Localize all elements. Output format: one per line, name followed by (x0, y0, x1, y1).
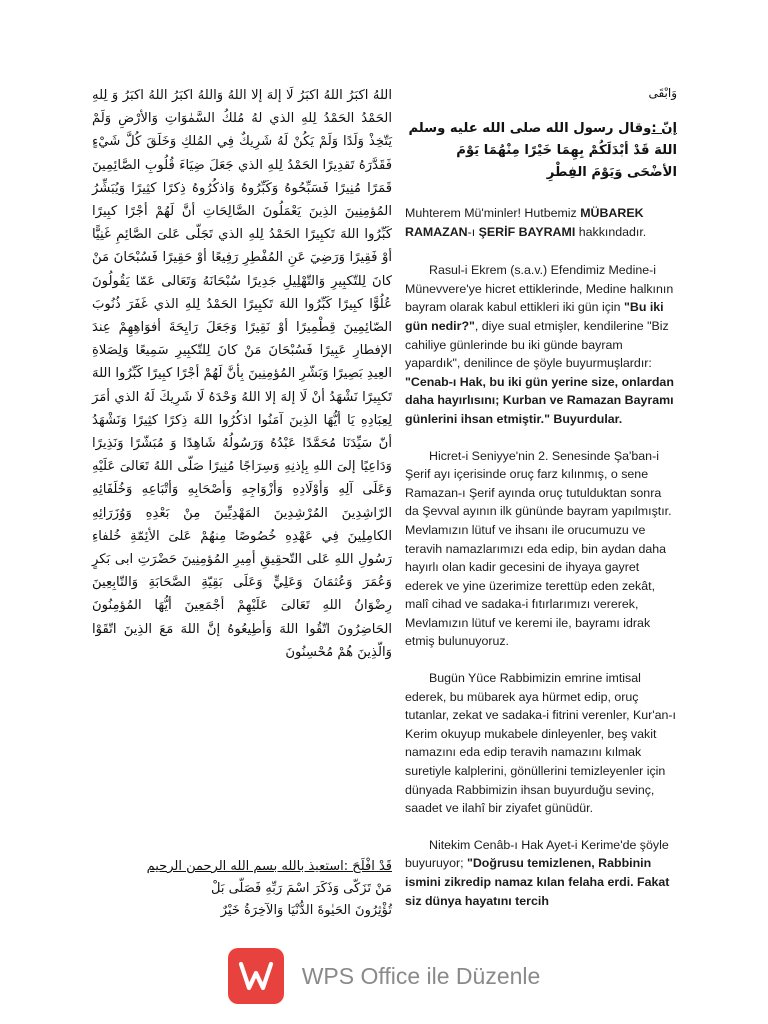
intro-text-mid: -ı (467, 224, 479, 239)
arabic-top-line: وَابْقَى (648, 86, 677, 100)
ayah-line: مَنْ تَزَكّى وَذَكَرَ اسْمَ رَبِّهِ فَصَلّى بَلْ (210, 881, 392, 896)
hadith-body: وقال رسول الله صلى الله عليه وسلم اللهَ قَدْ أبْدَلَكُمْ بِهِمَا خَيْرًا مِنْهُمَا يَوْمَ الأضْحَى وَيَوْمَ الفِطْرِ (408, 121, 677, 180)
intro-paragraph (405, 204, 677, 241)
paragraph-3: Bugün Yüce Rabbimizin emrine imtisal ederek, bu mübarek aya hürmet edip, oruç tutanlar, zekat ve sadaka-i fitrini verenler, Kur'an-ı Kerim okuyup mukabele dinleyenler, beş vakit namazını eda edip teravih namazını kılmak suretiyle kalplerini, gönüllerini temizleyenler için dünyada Rabbimizin ihsan buyurduğu sevinç, saadet ve ilahî bir ziyafet günüdür. (405, 671, 676, 816)
paragraph-1 (405, 261, 677, 428)
hadith-prefix: إنّ : (651, 121, 677, 136)
p1-bold-question: "Bu iki gün nedir?" (405, 300, 664, 333)
p1-bold-hadith: "Cenab-ı Hak, bu iki gün yerine size, onlardan daha hayırlısını; Kurban ve Ramazan Bayramı günlerini ihsan etmiştir." Buyurdular. (405, 374, 674, 426)
p4-bold-ayah: "Doğrusu temizlenen, Rabbinin ismini zikredip namaz kılan felaha erdi. Fakat siz dünya hayatını tercih (405, 856, 670, 908)
ayah-block (92, 856, 392, 922)
intro-text-end: hakkındadır. (575, 224, 647, 239)
arabic-hadith-block (405, 86, 677, 184)
turkish-text (405, 204, 677, 910)
paragraph-2: Hicret-i Seniyye'nin 2. Senesinde Şa'ban-i Şerif ayı içerisinde oruç farz kılınmış, o sene Ramazan-ı Şerif ayında oruç tutulduktan sonra da Şevval ayının ilk gününde bayram yapılmıştır. Mevlamızın lütuf ve ihsanı ile orucumuzu ve teravih namazlarımızı eda edip, bin aydan daha hayırlı olan kadir gecesini de ihyaya gayret ederek ve yine üzerimize terettüp eden zekât, malî cihad ve sadaka-i fıtırlarımızı vererek, Mevlamızın lütuf ve keremi ile, bayramı idrak etmiş bulunuyoruz. (405, 448, 672, 649)
p4-text: Nitekim Cenâb-ı Hak Ayet-i Kerime'de şöyle buyuruyor; (405, 837, 669, 871)
intro-bold-2: ŞERİF BAYRAMI (478, 224, 576, 239)
arabic-khutbah-text (92, 84, 392, 664)
paragraph-4 (405, 836, 677, 910)
p1-text-2: , diye sual etmişler, kendilerine "Biz cahiliye günlerinde bu iki günde bayram yapardık", denilince de şöyle buyurmuşlardır: (405, 318, 669, 371)
hadith-text (405, 118, 677, 184)
ayah-line: قَدْ افْلَحَ :استعيذ بالله بسم الله الرحمن الرحيم (146, 859, 392, 874)
intro-text: Muhterem Mü'minler! Hutbemiz (405, 206, 581, 220)
footer-text: WPS Office ile Düzenle (301, 962, 541, 989)
wps-w-icon (238, 961, 274, 991)
intro-bold: MÜBAREK RAMAZAN (405, 206, 644, 239)
wps-footer-banner[interactable] (0, 948, 768, 1004)
turkish-column (405, 86, 677, 928)
p1-text: Rasul-i Ekrem (s.a.v.) Efendimiz Medine-i Münevvere'ye hicret ettiklerinde, Medine halkının bayram olarak kabul ettikleri iki gün için (405, 263, 674, 315)
wps-logo-icon (228, 948, 284, 1004)
arabic-paragraph: اللهُ اكبَرُ اللهُ اكبَرُ لَا إلهَ إلا اللهُ وَاللهُ اكبَرُ اللهُ اكبَرُ وَ لِلهِ الحَمْدُ الحَمْدُ لِلهِ الذي لهُ مُلكُ السَّمٰوَاتِ وَالأرْضِ وَلَمْ يَتّخِذْ وَلَدًا وَلَمْ يَكُنْ لَهُ شَرِيكٌ فِي المُلكِ وَخَلَقَ كُلَّ شَيْءٍ فَقَدَّرَهُ تَقدِيرًا الحَمْدُ لِلهِ الذي جَعَلَ ضِيَاءَ قُلُوبِ الصَّائِمِينَ قَمَرًا مُنِيرًا فَسَبِّحُوهُ وَكَبِّرُوهُ وَاذكُرُوهُ ذِكرًا كثِيرًا وَيُبَشِّرُ المُؤمِنِينَ الذِينَ يَعْمَلُونَ الصَّالِحَاتِ أنَّ لَهُمْ أجْرًا كبِيرًا كَبِّرُوا اللهَ تَكبِيرًا الحَمْدُ لِلهِ الذي تَجَلّى عَلىَ الصَّائِمِ غَنِيًّا أوْ فَقِيرًا وَرَضِيَ عَنِ المُفْطِرِ رَفِيعًا أوْ حَقِيرًا فَسُبْحَانَ مَنْ كانَ لِلتّكبِيرِ وَالتّهْلِيلِ جَدِيرًا سُبْحَانَهُ وَتَعَالى عَمّا يَقُولُونَ عُلُوًّا كبِيرًا كَبِّرُوا اللهَ تَكبِيرًا الحَمْدُ لِلهِ الذي غَفَرَ ذُنُوبَ الصّائِمِينَ قِطْمِيرًا أوْ نَقِيرًا وَجَعَلَ رَايِحَةَ أفوَاهِهِمْ عِندَ الإفطارِ عَبِيرًا فَسُبْحَانَ مَنْ كانَ لِلتّكبِيرِ سَمِيعًا وَلِصَلاةِ العِيدِ بَصِيرًا وَبَشّرِ المُؤمِنِينَ بِأنَّ لَهُمْ أجْرًا كبِيرًا كَبِّرُوا اللهَ تَكبِيرًا نَشْهَدُ أنْ لَا إلهَ إلا اللهُ وَحْدَهُ لَا شَرِيكَ لَهُ الذي أمَرَ لِعِبَادِهِ يَا أيُّهَا الذِينَ آمَنُوا اذكُرُوا اللهَ ذِكرًا كثِيرًا وَنَشْهَدُ أنّ سَيِّدَنَا مُحَمَّدًا عَبْدُهُ وَرَسُولُهُ شَاهِدًا وَ مُبَشّرًا وَنَذِيرًا وَدَاعِيًا إلىَ اللهِ بِإذنِهِ وَسِرَاجًا مُنِيرًا صَلّى اللهُ تَعَالىَ عَلَيْهِ وَعَلَى آلِهِ وَأوْلَادِهِ وَأزْوَاجِهِ وَأصْحَابِهِ وَأتْبَاعِهِ وَخُلَفَائِهِ الرّاشِدِينَ المُرْشِدِينَ المَهْدِيِّينَ مِنْ بَعْدِهِ وَوُزَرَائِهِ الكامِلِينَ فِي عَهْدِهِ خُصُوصًا مِنهُمْ عَلىَ الأئِمّةِ خُلفاءِ رَسُولِ اللهِ عَلى التّحقِيقِ أمِيرِ المُؤمِنِينَ حَضْرَتِ ابى بَكرٍ وَعُمَرَ وَعُثمَانَ وَعَلِيٍّ وَعَلَى بَقِيّةِ الصَّحَابَةِ وَالتّابِعِينَ رِضْوَانُ اللهِ تَعَالىَ عَلَيْهِمْ أجْمَعِينَ أيُّهَا المُؤمِنُونَ الحَاضِرُونَ اتّقُوا اللهَ وَأطِيعُوهُ إنَّ اللهَ مَعَ الذِينَ اتّقَوْا وَالّذِينَ هُمْ مُحْسِنُونَ (92, 88, 392, 660)
ayah-line: تُؤْثِرُونَ الحَيٰوةَ الدُّنْيَا وَالآخِرَةُ خَيْرٌ (220, 903, 392, 918)
